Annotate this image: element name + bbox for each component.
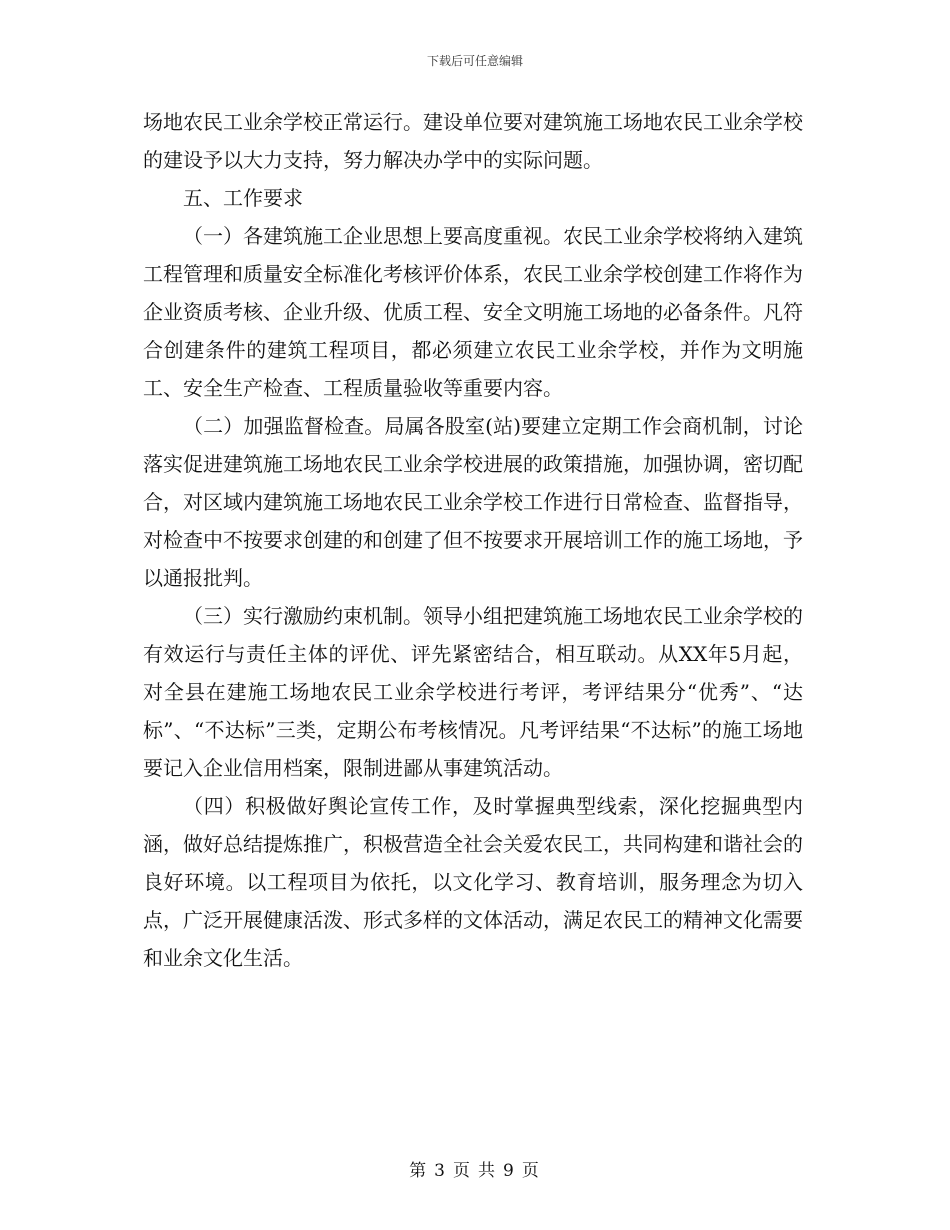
document-body [143, 103, 803, 977]
paragraph-item-1: （一）各建筑施工企业思想上要高度重视。农民工业余学校将纳入建筑工程管理和质量安全标准化考核评价体系，农民工业余学校创建工作将作为企业资质考核、企业升级、优质工程、安全文明施工场地的必备条件。凡符合创建条件的建筑工程项目，都必须建立农民工业余学校，并作为文明施工、安全生产检查、工程质量验收等重要内容。 [143, 224, 803, 400]
page-header: 下载后可任意编辑 [426, 54, 523, 68]
paragraph-item-4: （四）积极做好舆论宣传工作，及时掌握典型线索，深化挖掘典型内涵，做好总结提炼推广，积极营造全社会关爱农民工，共同构建和谐社会的良好环境。以工程项目为依托，以文化学习、教育培训，服务理念为切入点，广泛开展健康活泼、形式多样的文体活动，满足农民工的精神文化需要和业余文化生活。 [143, 794, 803, 970]
page-footer [0, 1156, 950, 1181]
section-heading-work-requirements: 五、工作要求 [183, 186, 303, 210]
footer-page-word: 页 [453, 1161, 472, 1181]
footer-page-prefix: 第 [409, 1161, 429, 1181]
footer-total-prefix: 共 [478, 1161, 497, 1181]
footer-total-pages: 9 [503, 1161, 516, 1181]
paragraph-item-2: （二）加强监督检查。局属各股室(站)要建立定期工作会商机制，讨论落实促进建筑施工场地农民工业余学校进展的政策措施，加强协调，密切配合，对区域内建筑施工场地农民工业余学校工作进行日常检查、监督指导，对检查中不按要求创建的和创建了但不按要求开展培训工作的施工场地，予以通报批判。 [143, 414, 803, 590]
footer-total-word: 页 [521, 1161, 541, 1181]
paragraph-item-3: （三）实行激励约束机制。领导小组把建筑施工场地农民工业余学校的有效运行与责任主体的评优、评先紧密结合，相互联动。从XX年5月起，对全县在建施工场地农民工业余学校进行考评，考评结果分“优秀”、“达标”、“不达标”三类，定期公布考核情况。凡考评结果“不达标”的施工场地要记入企业信用档案，限制进鄙从事建筑活动。 [143, 604, 803, 780]
paragraph-continuation: 场地农民工业余学校正常运行。建设单位要对建筑施工场地农民工业余学校的建设予以大力支持，努力解决办学中的实际问题。 [143, 110, 803, 172]
footer-page-number: 3 [434, 1161, 447, 1181]
